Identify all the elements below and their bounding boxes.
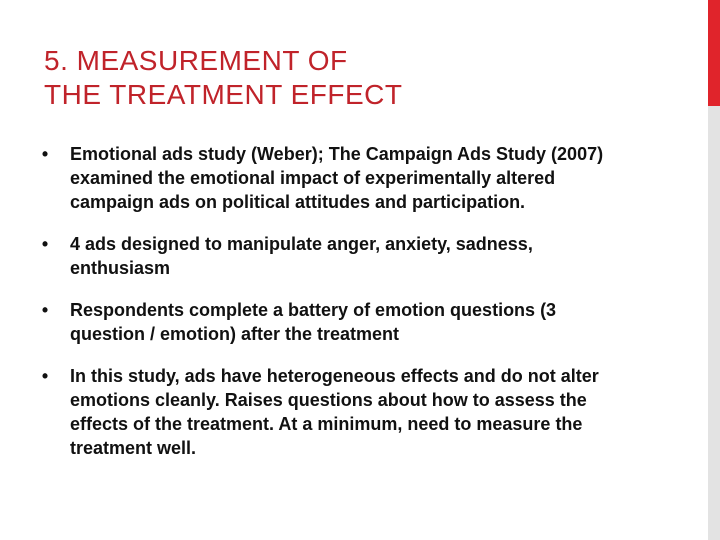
title-line-2: THE TREATMENT EFFECT (44, 79, 403, 110)
bullet-dot-icon: • (41, 366, 49, 386)
bullet-item (30, 232, 630, 280)
bullet-text: 4 ads designed to manipulate anger, anxiety, sadness, enthusiasm (70, 234, 533, 278)
title-line-1: 5. MEASUREMENT OF (44, 45, 348, 76)
bullet-list (30, 142, 630, 478)
accent-bar-red (708, 0, 720, 106)
bullet-item (30, 142, 630, 214)
bullet-text: In this study, ads have heterogeneous effects and do not alter emotions cleanly. Raises questions about how to assess the effects of the treatment. At a minimum, need to measure the treatment well. (70, 366, 599, 458)
bullet-item (30, 364, 630, 460)
bullet-dot-icon: • (41, 234, 49, 254)
bullet-dot-icon: • (41, 144, 49, 164)
bullet-text: Respondents complete a battery of emotion questions (3 question / emotion) after the treatment (70, 300, 557, 344)
bullet-text: Emotional ads study (Weber); The Campaign Ads Study (2007) examined the emotional impact of experimentally altered campaign ads on political attitudes and participation. (70, 144, 604, 212)
bullet-item (30, 298, 630, 346)
bullet-dot-icon: • (41, 300, 49, 320)
accent-bar-gray (708, 106, 720, 540)
slide-title (44, 44, 684, 112)
